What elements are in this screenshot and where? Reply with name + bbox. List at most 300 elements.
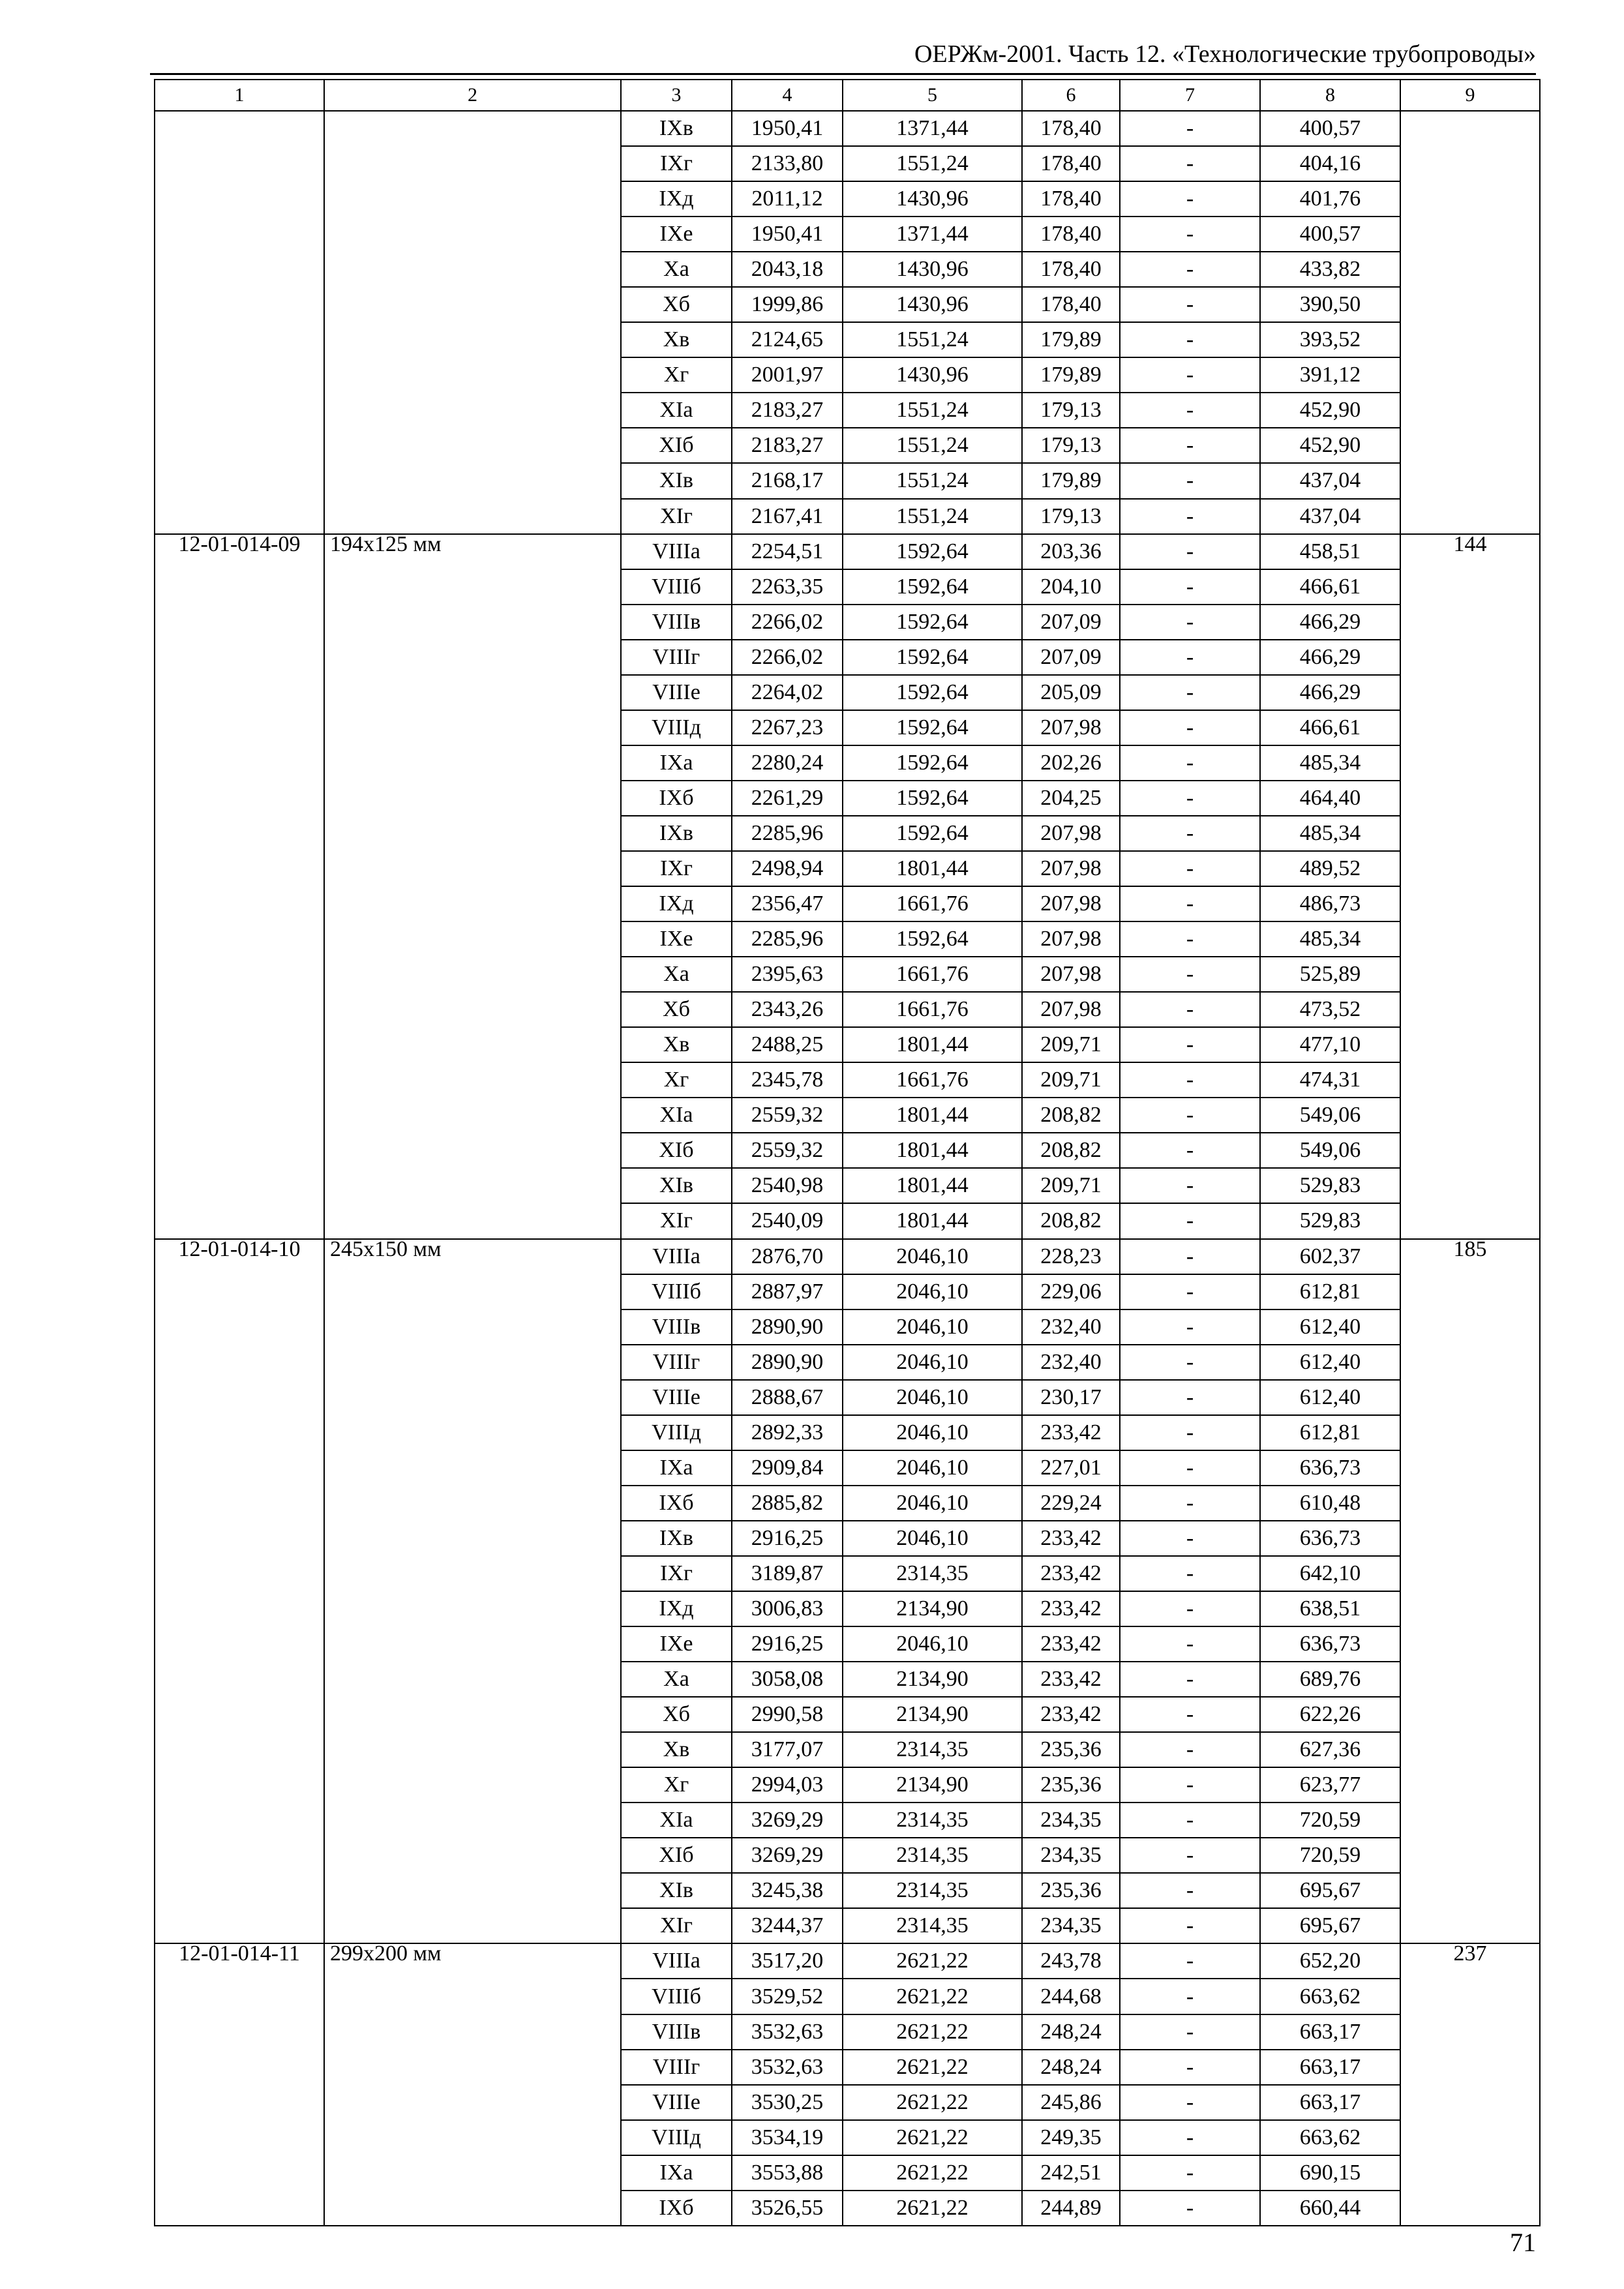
materials-cell: 623,77 <box>1260 1767 1400 1803</box>
machine-cost-cell: 179,13 <box>1022 428 1120 463</box>
driver-wages-cell: - <box>1120 534 1260 569</box>
wages-cell: 1661,76 <box>843 957 1022 992</box>
machine-cost-cell: 179,13 <box>1022 499 1120 534</box>
materials-cell: 612,81 <box>1260 1415 1400 1450</box>
wages-cell: 1592,64 <box>843 921 1022 957</box>
total-cost-cell: 1999,86 <box>732 287 843 322</box>
materials-cell: 602,37 <box>1260 1239 1400 1274</box>
wages-cell: 2046,10 <box>843 1309 1022 1345</box>
grade-cell: VIIIе <box>621 1380 732 1415</box>
machine-cost-cell: 235,36 <box>1022 1873 1120 1908</box>
machine-cost-cell: 248,24 <box>1022 2050 1120 2085</box>
column-number: 5 <box>843 80 1022 111</box>
machine-cost-cell: 209,71 <box>1022 1027 1120 1062</box>
wages-cell: 2621,22 <box>843 2191 1022 2226</box>
materials-cell: 452,90 <box>1260 393 1400 428</box>
driver-wages-cell: - <box>1120 287 1260 322</box>
machine-cost-cell: 207,98 <box>1022 851 1120 886</box>
machine-cost-cell: 207,98 <box>1022 886 1120 921</box>
driver-wages-cell: - <box>1120 1873 1260 1908</box>
grade-cell: VIIIа <box>621 1943 732 1979</box>
materials-cell: 464,40 <box>1260 781 1400 816</box>
driver-wages-cell: - <box>1120 2014 1260 2050</box>
materials-cell: 610,48 <box>1260 1486 1400 1521</box>
grade-cell: IXв <box>621 111 732 146</box>
machine-cost-cell: 207,98 <box>1022 921 1120 957</box>
driver-wages-cell: - <box>1120 252 1260 287</box>
materials-cell: 477,10 <box>1260 1027 1400 1062</box>
grade-cell: VIIIб <box>621 569 732 605</box>
total-cost-cell: 2887,97 <box>732 1274 843 1309</box>
materials-cell: 485,34 <box>1260 745 1400 781</box>
materials-cell: 458,51 <box>1260 534 1400 569</box>
driver-wages-cell: - <box>1120 217 1260 252</box>
total-cost-cell: 2261,29 <box>732 781 843 816</box>
grade-cell: IXг <box>621 146 732 181</box>
total-cost-cell: 2011,12 <box>732 181 843 217</box>
total-cost-cell: 3245,38 <box>732 1873 843 1908</box>
total-cost-cell: 3532,63 <box>732 2050 843 2085</box>
total-cost-cell: 3177,07 <box>732 1732 843 1767</box>
grade-cell: VIIIг <box>621 2050 732 2085</box>
machine-cost-cell: 244,68 <box>1022 1979 1120 2014</box>
machine-cost-cell: 234,35 <box>1022 1803 1120 1838</box>
wages-cell: 2314,35 <box>843 1838 1022 1873</box>
wages-cell: 2046,10 <box>843 1345 1022 1380</box>
materials-cell: 652,20 <box>1260 1943 1400 1979</box>
total-cost-cell: 2285,96 <box>732 816 843 851</box>
grade-cell: VIIIд <box>621 2120 732 2155</box>
materials-cell: 627,36 <box>1260 1732 1400 1767</box>
total-cost-cell: 3058,08 <box>732 1662 843 1697</box>
driver-wages-cell: - <box>1120 393 1260 428</box>
materials-cell: 433,82 <box>1260 252 1400 287</box>
column-number: 2 <box>324 80 621 111</box>
materials-cell: 437,04 <box>1260 499 1400 534</box>
grade-cell: Xа <box>621 252 732 287</box>
wages-cell: 1801,44 <box>843 1027 1022 1062</box>
driver-wages-cell: - <box>1120 569 1260 605</box>
driver-wages-cell: - <box>1120 1626 1260 1662</box>
wages-cell: 2621,22 <box>843 2155 1022 2191</box>
driver-wages-cell: - <box>1120 1098 1260 1133</box>
machine-cost-cell: 207,09 <box>1022 640 1120 675</box>
machine-cost-cell: 179,89 <box>1022 463 1120 498</box>
total-cost-cell: 3526,55 <box>732 2191 843 2226</box>
grade-cell: IXе <box>621 1626 732 1662</box>
driver-wages-cell: - <box>1120 428 1260 463</box>
wages-cell: 2046,10 <box>843 1239 1022 1274</box>
machine-cost-cell: 178,40 <box>1022 181 1120 217</box>
machine-cost-cell: 228,23 <box>1022 1239 1120 1274</box>
driver-wages-cell: - <box>1120 181 1260 217</box>
machine-cost-cell: 244,89 <box>1022 2191 1120 2226</box>
materials-cell: 660,44 <box>1260 2191 1400 2226</box>
driver-wages-cell: - <box>1120 1203 1260 1238</box>
labor-cell: 144 <box>1400 534 1540 1239</box>
wages-cell: 1801,44 <box>843 1098 1022 1133</box>
grade-cell: IXб <box>621 2191 732 2226</box>
machine-cost-cell: 179,13 <box>1022 393 1120 428</box>
materials-cell: 466,29 <box>1260 605 1400 640</box>
grade-cell: IXа <box>621 1450 732 1486</box>
total-cost-cell: 3553,88 <box>732 2155 843 2191</box>
total-cost-cell: 2183,27 <box>732 428 843 463</box>
wages-cell: 1371,44 <box>843 217 1022 252</box>
wages-cell: 2046,10 <box>843 1486 1022 1521</box>
grade-cell: XIб <box>621 428 732 463</box>
materials-cell: 401,76 <box>1260 181 1400 217</box>
driver-wages-cell: - <box>1120 1450 1260 1486</box>
total-cost-cell: 2885,82 <box>732 1486 843 1521</box>
materials-cell: 612,81 <box>1260 1274 1400 1309</box>
grade-cell: Xб <box>621 1697 732 1732</box>
total-cost-cell: 2285,96 <box>732 921 843 957</box>
wages-cell: 2134,90 <box>843 1662 1022 1697</box>
machine-cost-cell: 234,35 <box>1022 1838 1120 1873</box>
driver-wages-cell: - <box>1120 111 1260 146</box>
machine-cost-cell: 249,35 <box>1022 2120 1120 2155</box>
materials-cell: 489,52 <box>1260 851 1400 886</box>
wages-cell: 1371,44 <box>843 111 1022 146</box>
machine-cost-cell: 235,36 <box>1022 1767 1120 1803</box>
driver-wages-cell: - <box>1120 1591 1260 1626</box>
table-row <box>155 111 1540 146</box>
driver-wages-cell: - <box>1120 1662 1260 1697</box>
machine-cost-cell: 229,06 <box>1022 1274 1120 1309</box>
grade-cell: VIIIб <box>621 1274 732 1309</box>
total-cost-cell: 2892,33 <box>732 1415 843 1450</box>
wages-cell: 1801,44 <box>843 1133 1022 1168</box>
grade-cell: IXб <box>621 781 732 816</box>
machine-cost-cell: 233,42 <box>1022 1415 1120 1450</box>
item-size-cell <box>324 111 621 534</box>
materials-cell: 636,73 <box>1260 1450 1400 1486</box>
total-cost-cell: 2343,26 <box>732 992 843 1027</box>
grade-cell: XIг <box>621 1203 732 1238</box>
wages-cell: 1430,96 <box>843 181 1022 217</box>
wages-cell: 2046,10 <box>843 1415 1022 1450</box>
materials-cell: 663,17 <box>1260 2050 1400 2085</box>
total-cost-cell: 1950,41 <box>732 217 843 252</box>
materials-cell: 529,83 <box>1260 1168 1400 1203</box>
grade-cell: IXг <box>621 851 732 886</box>
materials-cell: 391,12 <box>1260 357 1400 393</box>
total-cost-cell: 2001,97 <box>732 357 843 393</box>
wages-cell: 2314,35 <box>843 1873 1022 1908</box>
grade-cell: XIв <box>621 1168 732 1203</box>
driver-wages-cell: - <box>1120 1133 1260 1168</box>
table-row <box>155 1239 1540 1274</box>
materials-cell: 473,52 <box>1260 992 1400 1027</box>
machine-cost-cell: 207,98 <box>1022 957 1120 992</box>
driver-wages-cell: - <box>1120 1943 1260 1979</box>
grade-cell: IXв <box>621 1521 732 1556</box>
grade-cell: IXг <box>621 1556 732 1591</box>
wages-cell: 1592,64 <box>843 640 1022 675</box>
grade-cell: IXв <box>621 816 732 851</box>
driver-wages-cell: - <box>1120 2085 1260 2120</box>
total-cost-cell: 3269,29 <box>732 1838 843 1873</box>
driver-wages-cell: - <box>1120 1345 1260 1380</box>
total-cost-cell: 2990,58 <box>732 1697 843 1732</box>
item-code-cell: 12-01-014-10 <box>155 1239 324 1944</box>
wages-cell: 2134,90 <box>843 1697 1022 1732</box>
driver-wages-cell: - <box>1120 1415 1260 1450</box>
grade-cell: XIв <box>621 1873 732 1908</box>
driver-wages-cell: - <box>1120 1521 1260 1556</box>
wages-cell: 1592,64 <box>843 816 1022 851</box>
grade-cell: VIIIе <box>621 675 732 710</box>
total-cost-cell: 2888,67 <box>732 1380 843 1415</box>
total-cost-cell: 3244,37 <box>732 1908 843 1943</box>
total-cost-cell: 2266,02 <box>732 640 843 675</box>
total-cost-cell: 3530,25 <box>732 2085 843 2120</box>
materials-cell: 525,89 <box>1260 957 1400 992</box>
driver-wages-cell: - <box>1120 1556 1260 1591</box>
grade-cell: XIа <box>621 1803 732 1838</box>
driver-wages-cell: - <box>1120 499 1260 534</box>
wages-cell: 1661,76 <box>843 1062 1022 1098</box>
total-cost-cell: 2890,90 <box>732 1309 843 1345</box>
driver-wages-cell: - <box>1120 1486 1260 1521</box>
materials-cell: 549,06 <box>1260 1133 1400 1168</box>
item-size-cell: 299х200 мм <box>324 1943 621 2225</box>
driver-wages-cell: - <box>1120 2120 1260 2155</box>
column-number: 6 <box>1022 80 1120 111</box>
machine-cost-cell: 243,78 <box>1022 1943 1120 1979</box>
total-cost-cell: 3006,83 <box>732 1591 843 1626</box>
total-cost-cell: 2890,90 <box>732 1345 843 1380</box>
wages-cell: 1551,24 <box>843 146 1022 181</box>
machine-cost-cell: 209,71 <box>1022 1168 1120 1203</box>
grade-cell: VIIIе <box>621 2085 732 2120</box>
machine-cost-cell: 178,40 <box>1022 287 1120 322</box>
item-code-cell <box>155 111 324 534</box>
materials-cell: 612,40 <box>1260 1380 1400 1415</box>
materials-cell: 466,29 <box>1260 640 1400 675</box>
machine-cost-cell: 242,51 <box>1022 2155 1120 2191</box>
wages-cell: 2046,10 <box>843 1274 1022 1309</box>
grade-cell: XIа <box>621 393 732 428</box>
column-number: 1 <box>155 80 324 111</box>
machine-cost-cell: 208,82 <box>1022 1203 1120 1238</box>
materials-cell: 485,34 <box>1260 816 1400 851</box>
total-cost-cell: 2267,23 <box>732 710 843 745</box>
grade-cell: XIв <box>621 463 732 498</box>
machine-cost-cell: 234,35 <box>1022 1908 1120 1943</box>
grade-cell: IXе <box>621 217 732 252</box>
materials-cell: 390,50 <box>1260 287 1400 322</box>
grade-cell: IXа <box>621 2155 732 2191</box>
driver-wages-cell: - <box>1120 2050 1260 2085</box>
wages-cell: 2134,90 <box>843 1591 1022 1626</box>
materials-cell: 612,40 <box>1260 1345 1400 1380</box>
total-cost-cell: 2540,09 <box>732 1203 843 1238</box>
machine-cost-cell: 205,09 <box>1022 675 1120 710</box>
machine-cost-cell: 202,26 <box>1022 745 1120 781</box>
machine-cost-cell: 207,09 <box>1022 605 1120 640</box>
machine-cost-cell: 230,17 <box>1022 1380 1120 1415</box>
machine-cost-cell: 233,42 <box>1022 1556 1120 1591</box>
total-cost-cell: 2498,94 <box>732 851 843 886</box>
driver-wages-cell: - <box>1120 1732 1260 1767</box>
wages-cell: 1661,76 <box>843 886 1022 921</box>
materials-cell: 404,16 <box>1260 146 1400 181</box>
driver-wages-cell: - <box>1120 781 1260 816</box>
driver-wages-cell: - <box>1120 1908 1260 1943</box>
wages-cell: 1592,64 <box>843 745 1022 781</box>
total-cost-cell: 2043,18 <box>732 252 843 287</box>
total-cost-cell: 2264,02 <box>732 675 843 710</box>
driver-wages-cell: - <box>1120 957 1260 992</box>
grade-cell: Xг <box>621 357 732 393</box>
total-cost-cell: 2167,41 <box>732 499 843 534</box>
machine-cost-cell: 232,40 <box>1022 1309 1120 1345</box>
machine-cost-cell: 178,40 <box>1022 111 1120 146</box>
table-row <box>155 1943 1540 1979</box>
driver-wages-cell: - <box>1120 1803 1260 1838</box>
price-table <box>154 79 1541 2226</box>
total-cost-cell: 2909,84 <box>732 1450 843 1486</box>
labor-cell: 185 <box>1400 1239 1540 1944</box>
driver-wages-cell: - <box>1120 710 1260 745</box>
column-number-row <box>155 80 1540 111</box>
materials-cell: 663,17 <box>1260 2014 1400 2050</box>
total-cost-cell: 2124,65 <box>732 322 843 357</box>
wages-cell: 1661,76 <box>843 992 1022 1027</box>
wages-cell: 2046,10 <box>843 1450 1022 1486</box>
wages-cell: 2314,35 <box>843 1556 1022 1591</box>
total-cost-cell: 2263,35 <box>732 569 843 605</box>
materials-cell: 695,67 <box>1260 1908 1400 1943</box>
machine-cost-cell: 229,24 <box>1022 1486 1120 1521</box>
grade-cell: VIIIб <box>621 1979 732 2014</box>
item-size-cell: 194х125 мм <box>324 534 621 1239</box>
driver-wages-cell: - <box>1120 1838 1260 1873</box>
wages-cell: 1551,24 <box>843 322 1022 357</box>
page-header-title: ОЕРЖм-2001. Часть 12. «Технологические трубопроводы» <box>914 40 1536 68</box>
driver-wages-cell: - <box>1120 816 1260 851</box>
wages-cell: 2046,10 <box>843 1626 1022 1662</box>
wages-cell: 2314,35 <box>843 1908 1022 1943</box>
grade-cell: VIIIд <box>621 710 732 745</box>
total-cost-cell: 2559,32 <box>732 1133 843 1168</box>
grade-cell: IXб <box>621 1486 732 1521</box>
grade-cell: VIIIв <box>621 1309 732 1345</box>
driver-wages-cell: - <box>1120 1027 1260 1062</box>
materials-cell: 636,73 <box>1260 1521 1400 1556</box>
wages-cell: 1551,24 <box>843 393 1022 428</box>
driver-wages-cell: - <box>1120 1979 1260 2014</box>
wages-cell: 2621,22 <box>843 2050 1022 2085</box>
machine-cost-cell: 179,89 <box>1022 357 1120 393</box>
driver-wages-cell: - <box>1120 640 1260 675</box>
total-cost-cell: 2254,51 <box>732 534 843 569</box>
driver-wages-cell: - <box>1120 463 1260 498</box>
grade-cell: VIIIа <box>621 534 732 569</box>
machine-cost-cell: 208,82 <box>1022 1133 1120 1168</box>
driver-wages-cell: - <box>1120 1239 1260 1274</box>
materials-cell: 720,59 <box>1260 1803 1400 1838</box>
grade-cell: Xв <box>621 1732 732 1767</box>
total-cost-cell: 2559,32 <box>732 1098 843 1133</box>
driver-wages-cell: - <box>1120 675 1260 710</box>
total-cost-cell: 2266,02 <box>732 605 843 640</box>
materials-cell: 529,83 <box>1260 1203 1400 1238</box>
machine-cost-cell: 207,98 <box>1022 992 1120 1027</box>
grade-cell: XIг <box>621 499 732 534</box>
driver-wages-cell: - <box>1120 1274 1260 1309</box>
total-cost-cell: 2395,63 <box>732 957 843 992</box>
materials-cell: 720,59 <box>1260 1838 1400 1873</box>
machine-cost-cell: 233,42 <box>1022 1697 1120 1732</box>
total-cost-cell: 3189,87 <box>732 1556 843 1591</box>
machine-cost-cell: 204,10 <box>1022 569 1120 605</box>
grade-cell: Xа <box>621 957 732 992</box>
table-row <box>155 534 1540 569</box>
wages-cell: 2621,22 <box>843 2014 1022 2050</box>
wages-cell: 2046,10 <box>843 1521 1022 1556</box>
grade-cell: Xг <box>621 1767 732 1803</box>
materials-cell: 485,34 <box>1260 921 1400 957</box>
wages-cell: 1801,44 <box>843 851 1022 886</box>
grade-cell: IXд <box>621 1591 732 1626</box>
wages-cell: 1592,64 <box>843 605 1022 640</box>
total-cost-cell: 2916,25 <box>732 1626 843 1662</box>
materials-cell: 689,76 <box>1260 1662 1400 1697</box>
machine-cost-cell: 207,98 <box>1022 710 1120 745</box>
materials-cell: 612,40 <box>1260 1309 1400 1345</box>
total-cost-cell: 2133,80 <box>732 146 843 181</box>
grade-cell: Xг <box>621 1062 732 1098</box>
materials-cell: 663,17 <box>1260 2085 1400 2120</box>
grade-cell: IXе <box>621 921 732 957</box>
wages-cell: 1801,44 <box>843 1168 1022 1203</box>
wages-cell: 1592,64 <box>843 569 1022 605</box>
column-number: 4 <box>732 80 843 111</box>
grade-cell: Xб <box>621 287 732 322</box>
wages-cell: 1592,64 <box>843 675 1022 710</box>
machine-cost-cell: 233,42 <box>1022 1521 1120 1556</box>
total-cost-cell: 3532,63 <box>732 2014 843 2050</box>
driver-wages-cell: - <box>1120 2155 1260 2191</box>
grade-cell: Xв <box>621 322 732 357</box>
machine-cost-cell: 233,42 <box>1022 1626 1120 1662</box>
materials-cell: 663,62 <box>1260 1979 1400 2014</box>
machine-cost-cell: 232,40 <box>1022 1345 1120 1380</box>
driver-wages-cell: - <box>1120 146 1260 181</box>
driver-wages-cell: - <box>1120 1697 1260 1732</box>
total-cost-cell: 3534,19 <box>732 2120 843 2155</box>
column-number: 9 <box>1400 80 1540 111</box>
machine-cost-cell: 233,42 <box>1022 1591 1120 1626</box>
page-number: 71 <box>1510 2228 1536 2257</box>
grade-cell: Xа <box>621 1662 732 1697</box>
materials-cell: 400,57 <box>1260 111 1400 146</box>
grade-cell: VIIIв <box>621 605 732 640</box>
machine-cost-cell: 179,89 <box>1022 322 1120 357</box>
machine-cost-cell: 233,42 <box>1022 1662 1120 1697</box>
wages-cell: 2621,22 <box>843 1979 1022 2014</box>
materials-cell: 400,57 <box>1260 217 1400 252</box>
grade-cell: VIIIв <box>621 2014 732 2050</box>
total-cost-cell: 2345,78 <box>732 1062 843 1098</box>
materials-cell: 452,90 <box>1260 428 1400 463</box>
wages-cell: 1430,96 <box>843 357 1022 393</box>
machine-cost-cell: 207,98 <box>1022 816 1120 851</box>
driver-wages-cell: - <box>1120 2191 1260 2226</box>
